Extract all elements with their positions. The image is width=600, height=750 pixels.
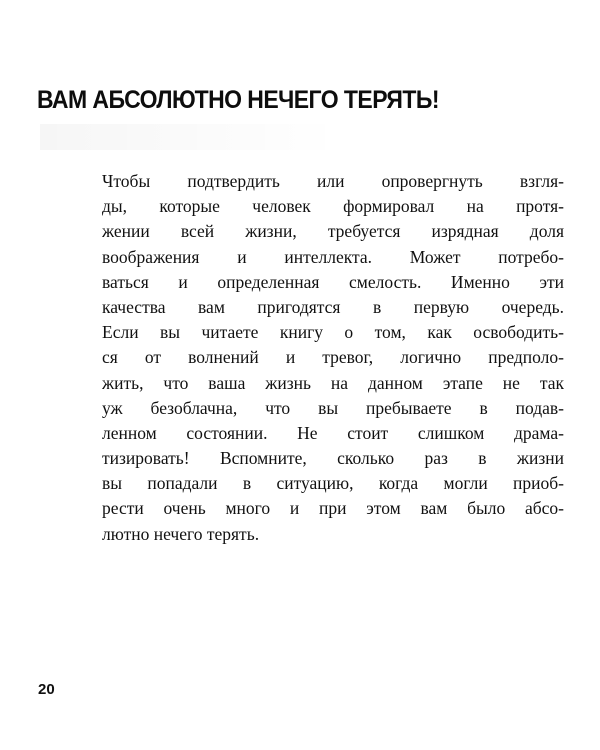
paragraph-line: лютно нечего терять. <box>102 523 260 544</box>
paragraph-line: воображения и интеллекта. Может потребо- <box>102 246 564 267</box>
body-paragraph <box>102 169 564 547</box>
paragraph-line: Чтобы подтвердить или опровергнуть взгля- <box>102 171 564 191</box>
paragraph-line: Если вы читаете книгу о том, как освободить- <box>102 322 564 343</box>
paragraph-line: качества вам пригодятся в первую очередь. <box>102 296 564 317</box>
paragraph-line: рести очень много и при этом вам было абсо- <box>102 498 564 519</box>
page-number: 20 <box>38 681 55 698</box>
paragraph-line: ды, которые человек формировал на протя- <box>102 196 564 217</box>
paragraph-line: ленном состоянии. Не стоит слишком драма- <box>102 422 564 443</box>
page-heading: ВАМ АБСОЛЮТНО НЕЧЕГО ТЕРЯТЬ! <box>37 86 439 114</box>
heading-shadow <box>40 124 340 150</box>
paragraph-line: ваться и определенная смелость. Именно эти <box>102 271 564 292</box>
paragraph-line: ся от волнений и тревог, логично предполо- <box>102 347 564 368</box>
paragraph-line: уж безоблачна, что вы пребываете в подав- <box>102 397 564 418</box>
paragraph-line: вы попадали в ситуацию, когда могли приоб- <box>102 473 564 494</box>
paragraph-line: тизировать! Вспомните, сколько раз в жизни <box>102 448 564 469</box>
paragraph-line: жить, что ваша жизнь на данном этапе не так <box>102 372 564 393</box>
paragraph-line: жении всей жизни, требуется изрядная доля <box>102 221 564 242</box>
